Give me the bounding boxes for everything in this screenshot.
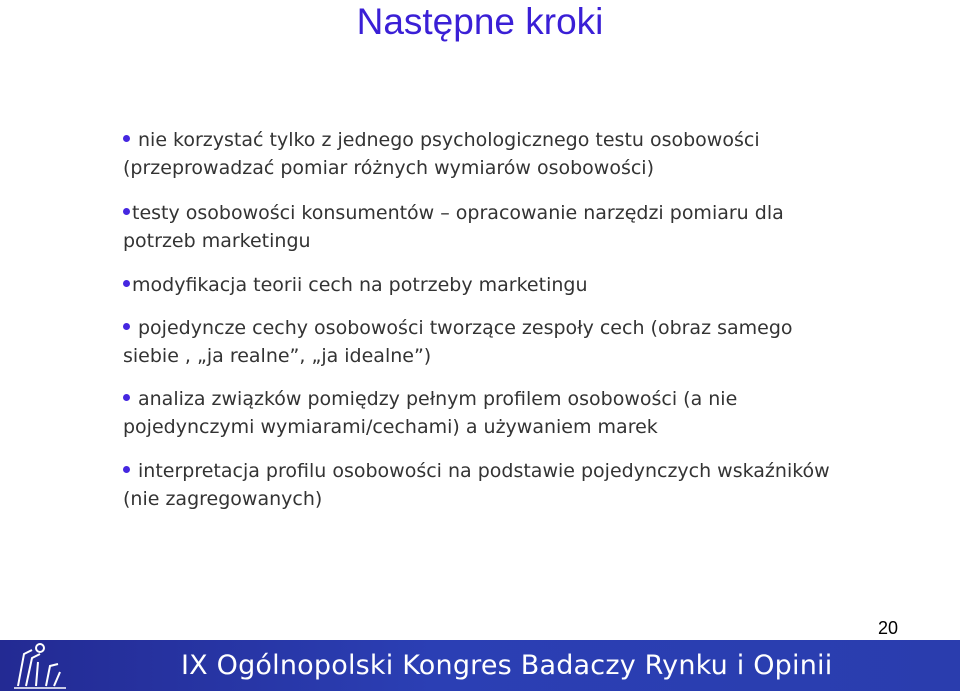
congress-logo-icon: [10, 636, 70, 691]
bullet-item: [123, 199, 843, 255]
bullet-text: testy osobowości konsumentów – opracowanie narzędzi pomiaru dla potrzeb marketingu: [123, 202, 784, 252]
footer-bar: [0, 640, 960, 691]
bullet-dot-icon: [123, 135, 130, 142]
bullet-dot-icon: [123, 394, 130, 401]
bullet-dot-icon: [123, 466, 130, 473]
bullet-text: analiza związków pomiędzy pełnym profilem osobowości (a nie pojedynczymi wymiarami/cechami) a używaniem marek: [123, 388, 738, 438]
bullet-item: [123, 126, 843, 182]
bullet-item: [123, 314, 843, 370]
bullet-dot-icon: [123, 208, 130, 215]
bullet-text: nie korzystać tylko z jednego psychologicznego testu osobowości (przeprowadzać pomiar różnych wymiarów osobowości): [123, 129, 760, 179]
bullet-item: [123, 457, 843, 513]
page-number: 20: [877, 618, 898, 638]
bullet-text: pojedyncze cechy osobowości tworzące zespoły cech (obraz samego siebie , „ja realne”, „ja idealne”): [123, 317, 793, 367]
bullet-text: modyfikacja teorii cech na potrzeby marketingu: [132, 274, 588, 296]
bullet-dot-icon: [123, 280, 130, 287]
bullet-text: interpretacja profilu osobowości na podstawie pojedynczych wskaźników (nie zagregowanych): [123, 460, 830, 510]
slide-title: Następne kroki: [356, 1, 604, 42]
bullet-item: [123, 271, 588, 299]
footer-congress-name: IX Ogólnopolski Kongres Badaczy Rynku i Opinii: [181, 650, 833, 681]
bullet-dot-icon: [123, 323, 130, 330]
bullet-item: [123, 385, 843, 441]
